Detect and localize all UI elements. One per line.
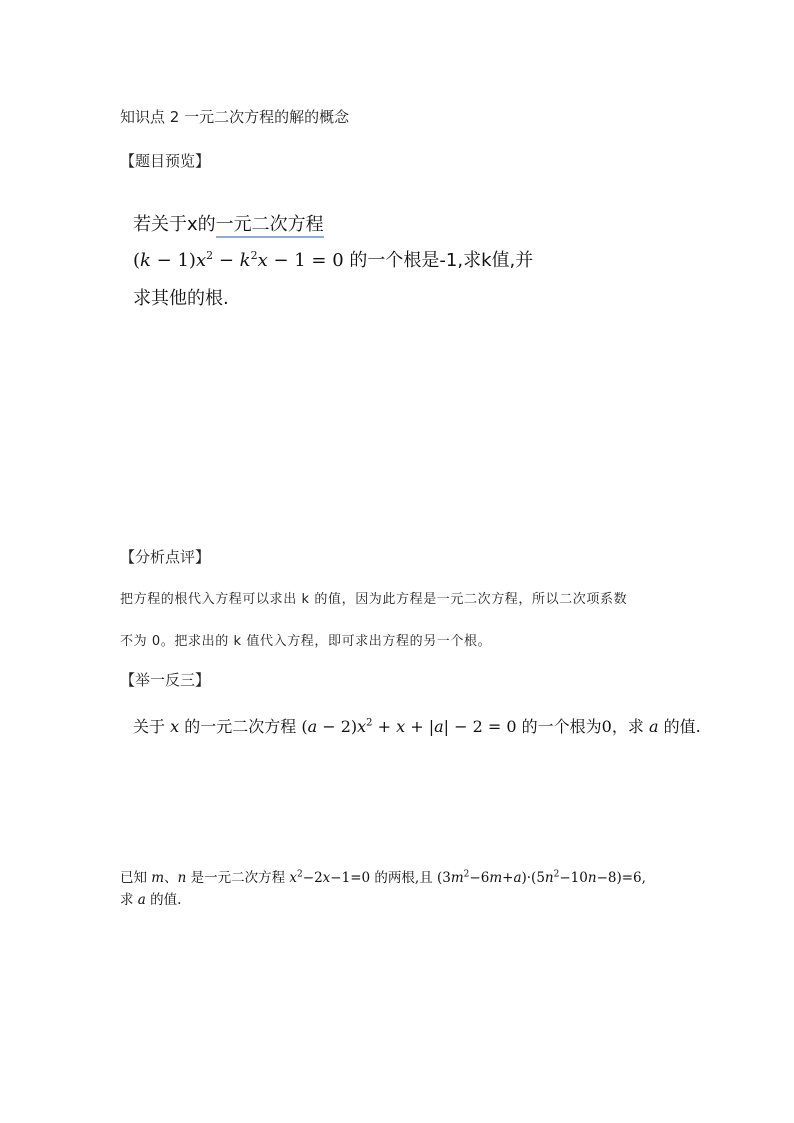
preview-equation: $(k - 1)x^2 - k^2x - 1 = 0$ (133, 249, 344, 271)
p2-suffix: 的两根,且 (374, 870, 433, 886)
analysis-line-1: 把方程的根代入方程可以求出 k 的值，因为此方程是一元二次方程，所以二次项系数 (120, 592, 628, 607)
p2-condition: $(3m^2-6m+a)\cdot(5n^2-10n-8)=6$, (437, 869, 646, 886)
preview-line1-prefix: 若关于x的 (133, 214, 216, 235)
analysis-line-2: 不为 0。把求出的 k 值代入方程，即可求出方程的另一个根。 (120, 634, 492, 649)
analysis-label: 【分析点评】 (120, 548, 211, 566)
knowledge-point-heading: 知识点 2 一元二次方程的解的概念 (120, 108, 350, 126)
preview-line-1 (133, 210, 324, 236)
var-a: a (648, 717, 659, 736)
p1-equation: $(a - 2)x^2 + x + |a| - 2 = 0$ (301, 717, 517, 736)
practice-problem-1 (133, 714, 701, 737)
p2-line2-end: 的值. (150, 892, 182, 908)
preview-line-3: 求其他的根. (133, 288, 229, 309)
p1-suffix: 的一个根为0，求 (521, 717, 644, 736)
preview-line-2 (133, 246, 533, 272)
p1-prefix: 关于 (133, 717, 166, 736)
p2-mid: 是一元二次方程 (190, 870, 286, 886)
preview-label: 【题目预览】 (120, 152, 211, 170)
p1-mid: 的一元二次方程 (184, 717, 297, 736)
p2-prefix: 已知 (120, 870, 147, 886)
preview-line1-underlined: 一元二次方程 (216, 214, 324, 238)
practice-problem-2-line-1: 已知 m、n 是一元二次方程 $x^2-2x-1=0$ 的两根,且 $(3m^2-6m+a)\cdot(5n^2-10n-8)=6$, (120, 869, 646, 886)
practice-problem-2-line-2 (120, 888, 181, 908)
var-x: x (170, 717, 180, 736)
var-mn: m (151, 870, 165, 886)
p2-equation: $x^2-2x-1=0$ (289, 869, 371, 886)
practice-label: 【举一反三】 (120, 671, 211, 689)
var-a-2: a (137, 892, 146, 908)
p1-end: 的值. (663, 717, 701, 736)
p2-line2-prefix: 求 (120, 892, 134, 908)
preview-line2-suffix: 的一个根是-1,求k值,并 (349, 250, 534, 271)
